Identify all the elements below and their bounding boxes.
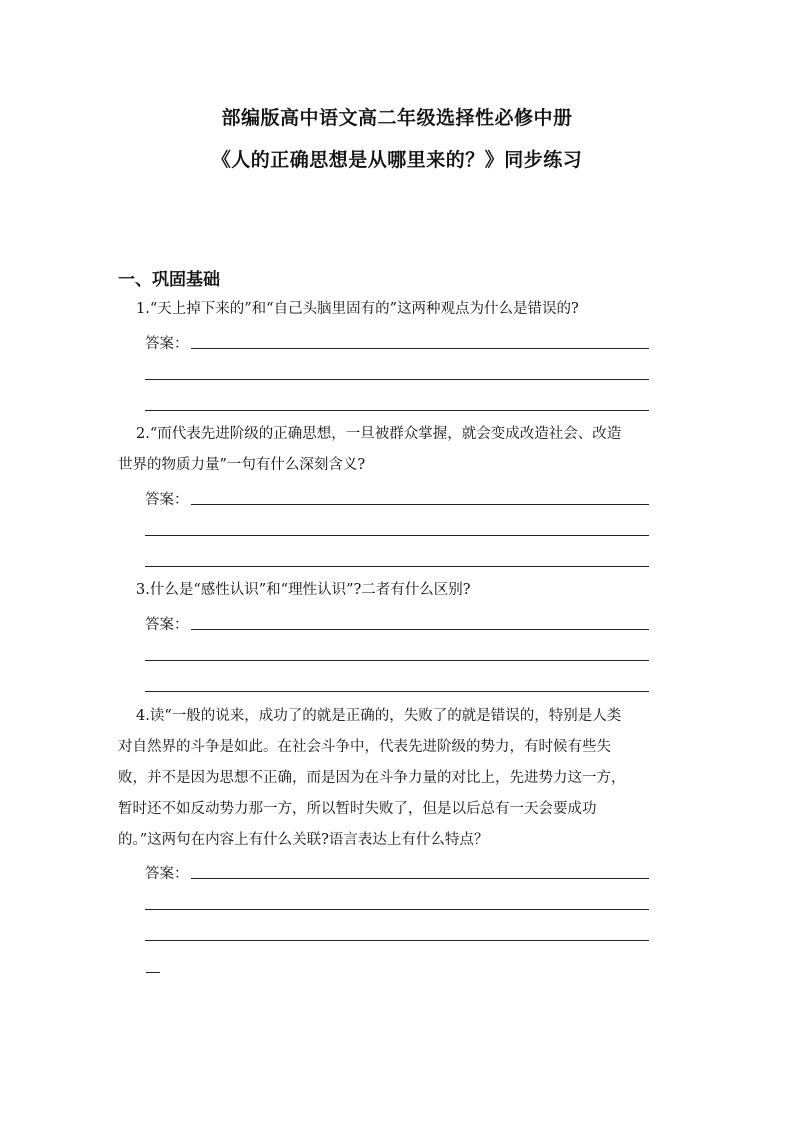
answer-line-stub bbox=[146, 972, 160, 973]
question-4-text-line-1: 4.读“一般的说来，成功了的就是正确的，失败了的就是错误的，特别是人类 bbox=[136, 708, 622, 724]
question-1-text: 1.“天上掉下来的”和“自己头脑里固有的”这两种观点为什么是错误的? bbox=[136, 301, 579, 317]
answer-line[interactable] bbox=[145, 379, 649, 380]
answer-line[interactable] bbox=[191, 348, 649, 349]
answer-line[interactable] bbox=[145, 660, 649, 661]
title-line-2: 《人的正确思想是从哪里来的？》同步练习 bbox=[211, 149, 583, 171]
answer-line[interactable] bbox=[145, 940, 649, 941]
answer-line[interactable] bbox=[145, 691, 649, 692]
answer-label: 答案： bbox=[145, 336, 189, 352]
answer-line[interactable] bbox=[145, 909, 649, 910]
question-4-text-line-2: 对自然界的斗争是如此。在社会斗争中，代表先进阶级的势力，有时候有些失 bbox=[118, 739, 611, 755]
title-line-1: 部编版高中语文高二年级选择性必修中册 bbox=[221, 107, 573, 129]
question-4-text-line-3: 败，并不是因为思想不正确，而是因为在斗争力量的对比上，先进势力这一方， bbox=[118, 770, 626, 786]
answer-label: 答案： bbox=[145, 617, 189, 633]
question-2-text-line-2: 世界的物质力量”一句有什么深刻含义? bbox=[118, 457, 366, 473]
section-heading: 一、巩固基础 bbox=[118, 270, 220, 290]
question-4-text-line-5: 的。”这两句在内容上有什么关联?语言表达上有什么特点？ bbox=[118, 832, 489, 848]
answer-label: 答案： bbox=[145, 492, 189, 508]
answer-line[interactable] bbox=[145, 535, 649, 536]
question-2-text-line-1: 2.“而代表先进阶级的正确思想，一旦被群众掌握，就会变成改造社会、改造 bbox=[136, 426, 622, 442]
answer-line[interactable] bbox=[191, 504, 649, 505]
question-3-text: 3.什么是“感性认识”和“理性认识”?二者有什么区别? bbox=[136, 582, 471, 598]
question-4-text-line-4: 暂时还不如反动势力那一方，所以暂时失败了，但是以后总有一天会要成功 bbox=[118, 801, 597, 817]
answer-line[interactable] bbox=[191, 629, 649, 630]
answer-line[interactable] bbox=[145, 410, 649, 411]
answer-line[interactable] bbox=[145, 566, 649, 567]
answer-line[interactable] bbox=[191, 878, 649, 879]
answer-label: 答案： bbox=[145, 866, 189, 882]
